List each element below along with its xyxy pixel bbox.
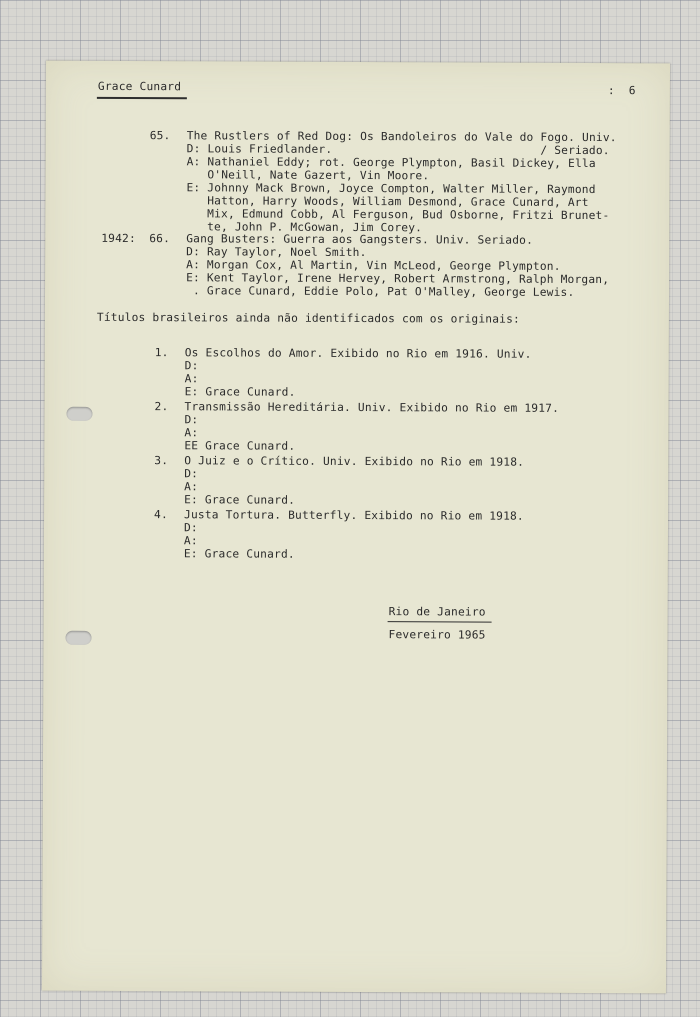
item-line: A: — [184, 480, 199, 494]
entry-line: A: Nathaniel Eddy; rot. George Plympton, Basil Dickey, Ella — [186, 155, 596, 171]
page-number: : 6 — [607, 84, 636, 98]
entry-line: D: Ray Taylor, Noel Smith. — [186, 245, 367, 260]
entry-line: A: Morgan Cox, Al Martin, Vin McLeod, George Plympton. — [186, 258, 561, 273]
entry-line: . Grace Cunard, Eddie Polo, Pat O'Malley, George Lewis. — [186, 284, 575, 299]
item-number: 2. — [154, 400, 169, 414]
entry-line: Hatton, Harry Woods, William Desmond, Grace Cunard, Art — [186, 194, 589, 210]
entry-line: E: Johnny Mack Brown, Joyce Compton, Walter Miller, Raymond — [186, 181, 596, 197]
item-line: O Juiz e o Crítico. Univ. Exibido no Rio em 1918. — [184, 454, 525, 469]
item-line: Transmissão Hereditária. Univ. Exibido no Rio em 1917. — [184, 400, 560, 415]
item-line: A: — [184, 372, 199, 386]
document-sheet — [42, 61, 670, 994]
item-line: E: Grace Cunard. — [183, 547, 295, 561]
punch-hole-bottom — [65, 631, 91, 645]
entry-number: 65. — [149, 129, 171, 143]
item-number: 1. — [154, 346, 169, 360]
section-title: Títulos brasileiros ainda não identificados com os originais: — [96, 310, 520, 326]
item-line: Justa Tortura. Butterfly. Exibido no Rio em 1918. — [184, 508, 524, 523]
item-number: 3. — [154, 454, 169, 468]
signature-place: Rio de Janeiro — [388, 605, 486, 619]
item-line: A: — [183, 534, 198, 548]
item-line: D: — [184, 359, 199, 373]
header-underline — [97, 97, 187, 99]
item-line: D: — [183, 521, 198, 535]
item-line: A: — [184, 426, 199, 440]
item-number: 4. — [154, 508, 168, 522]
item-line: EE Grace Cunard. — [184, 439, 296, 453]
item-line: E: Grace Cunard. — [184, 385, 296, 399]
item-line: D: — [184, 413, 199, 427]
entry-year: 1942: — [101, 231, 136, 246]
entry-number: 66. — [149, 232, 171, 246]
item-line: E: Grace Cunard. — [184, 493, 296, 507]
entry-line: D: Louis Friedlander. / Seriado. — [186, 142, 610, 158]
entry-line: E: Kent Taylor, Irene Hervey, Robert Armstrong, Ralph Morgan, — [186, 271, 610, 287]
entry-line: Mix, Edmund Cobb, Al Ferguson, Bud Osborne, Fritzi Brunet- — [186, 207, 610, 223]
entry-line: The Rustlers of Red Dog: Os Bandoleiros do Vale do Fogo. Univ. — [186, 129, 617, 145]
header-name: Grace Cunard — [97, 79, 182, 94]
signature-date: Fevereiro 1965 — [388, 628, 486, 642]
entry-line: Gang Busters: Guerra aos Gangsters. Univ. Seriado. — [186, 232, 534, 247]
item-line: Os Escolhos do Amor. Exibido no Rio em 1916. Univ. — [184, 346, 532, 361]
entry-line: O'Neill, Nate Gazert, Vin Moore. — [186, 168, 430, 183]
punch-hole-top — [66, 407, 92, 421]
signature-rule — [388, 621, 492, 622]
entry-line: te, John P. McGowan, Jim Corey. — [186, 220, 423, 235]
item-line: D: — [184, 467, 199, 481]
